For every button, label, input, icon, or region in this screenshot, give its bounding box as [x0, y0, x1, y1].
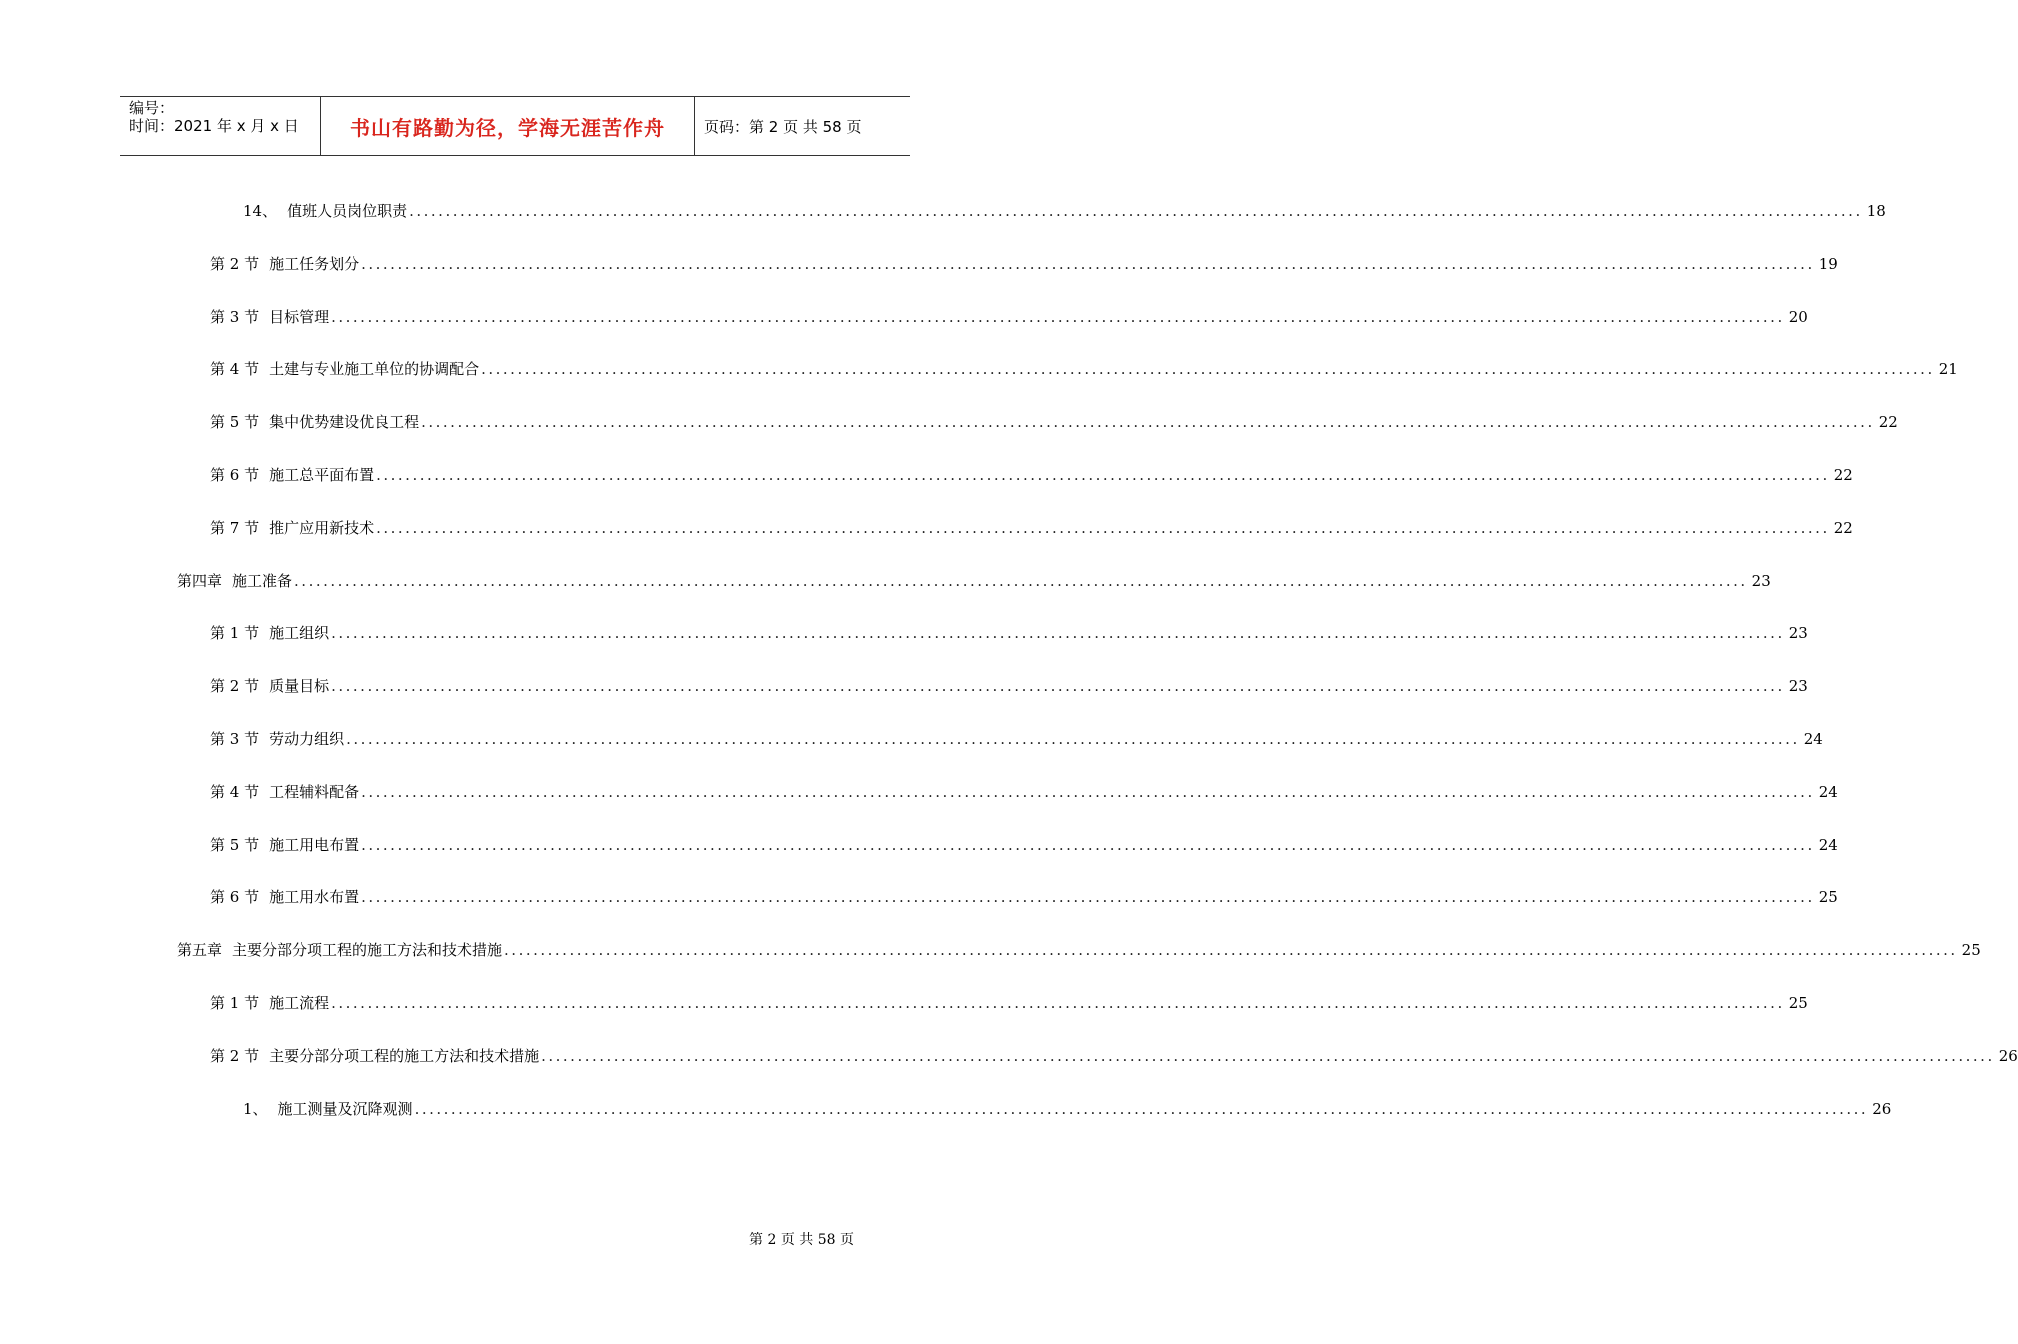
document-header: [120, 96, 910, 156]
toc-entry[interactable]: [177, 570, 1771, 594]
toc-entry[interactable]: [210, 886, 1838, 910]
toc-leader-dots: ........................................................................................................................................................................................................: [331, 624, 1785, 643]
toc-entry-title: 质量目标: [269, 677, 330, 696]
toc-entry[interactable]: [177, 939, 1981, 963]
toc-entry-number: 第 1 节: [210, 624, 260, 643]
toc-entry-page: 22: [1833, 466, 1853, 484]
toc-entry-number: 第五章: [177, 941, 223, 960]
toc-leader-dots: ........................................................................................................................................................................................................: [331, 307, 1785, 326]
toc-entry[interactable]: [210, 253, 1838, 277]
toc-leader-dots: ........................................................................................................................................................................................................: [346, 730, 1800, 748]
toc-entry-title: 主要分部分项工程的施工方法和技术措施: [232, 941, 503, 960]
toc-entry-page: 24: [1818, 782, 1838, 801]
page-code-text: 页码：第 2 页 共 58 页: [704, 117, 862, 136]
toc-entry-page: 23: [1788, 624, 1808, 643]
date-text: 时间：2021 年 x 月 x 日: [129, 117, 299, 135]
toc-entry-title: 施工用水布置: [269, 888, 360, 907]
toc-entry[interactable]: [210, 728, 1823, 752]
toc-entry[interactable]: [210, 358, 1958, 382]
toc-entry-number: 第 3 节: [210, 730, 260, 748]
toc-entry[interactable]: [243, 200, 1886, 224]
toc-entry-number: 第 3 节: [210, 307, 260, 326]
toc-entry-title: 主要分部分项工程的施工方法和技术措施: [269, 1046, 540, 1065]
toc-entry-page: 26: [1872, 1099, 1892, 1118]
toc-entry[interactable]: [210, 1045, 2018, 1069]
toc-leader-dots: ........................................................................................................................................................................................................: [361, 782, 1815, 801]
motto-text: 书山有路勤为径，学海无涯苦作舟: [350, 115, 665, 140]
toc-entry-number: 第 6 节: [210, 466, 260, 484]
toc-entry-number: 第 4 节: [210, 782, 260, 801]
toc-entry-page: 20: [1788, 307, 1808, 326]
header-info-cell: [120, 97, 321, 155]
toc-entry-number: 第 6 节: [210, 888, 260, 907]
header-page-cell: [695, 97, 910, 155]
toc-leader-dots: ........................................................................................................................................................................................................: [361, 835, 1815, 854]
toc-leader-dots: ........................................................................................................................................................................................................: [421, 413, 1875, 432]
toc-entry-title: 土建与专业施工单位的协调配合: [269, 360, 480, 379]
toc-leader-dots: ........................................................................................................................................................................................................: [331, 994, 1785, 1012]
toc-leader-dots: ........................................................................................................................................................................................................: [331, 677, 1785, 696]
toc-entry-page: 25: [1818, 888, 1838, 907]
toc-entry-number: 第 2 节: [210, 254, 260, 273]
page-footer: 第 2 页 共 58 页: [749, 1232, 854, 1248]
toc-leader-dots: ........................................................................................................................................................................................................: [361, 254, 1815, 273]
toc-entry-title: 工程辅料配备: [269, 782, 360, 801]
toc-entry[interactable]: [210, 517, 1853, 541]
toc-entry-title: 推广应用新技术: [269, 518, 375, 537]
toc-entry-number: 1、: [243, 1099, 268, 1118]
toc-entry-number: 第 5 节: [210, 835, 260, 854]
header-motto-cell: [321, 97, 695, 155]
toc-entry-page: 25: [1788, 994, 1808, 1012]
toc-entry-page: 22: [1878, 413, 1898, 432]
toc-entry[interactable]: [243, 1098, 1892, 1122]
toc-entry-title: 目标管理: [269, 307, 330, 326]
toc-entry-number: 14、: [243, 202, 278, 220]
toc-entry[interactable]: [210, 675, 1808, 699]
toc-leader-dots: ........................................................................................................................................................................................................: [376, 466, 1830, 484]
toc-entry[interactable]: [210, 781, 1838, 805]
toc-leader-dots: ........................................................................................................................................................................................................: [376, 518, 1830, 537]
toc-entry-title: 施工总平面布置: [269, 466, 375, 484]
toc-entry-title: 施工准备: [232, 571, 293, 590]
toc-leader-dots: ........................................................................................................................................................................................................: [541, 1046, 1995, 1065]
toc-entry[interactable]: [210, 411, 1898, 435]
toc-entry-page: 26: [1998, 1046, 2018, 1065]
toc-entry-title: 施工用电布置: [269, 835, 360, 854]
toc-entry-page: 18: [1866, 202, 1886, 220]
toc-leader-dots: ........................................................................................................................................................................................................: [414, 1099, 1869, 1118]
toc-entry-title: 施工测量及沉降观测: [277, 1099, 413, 1118]
toc-entry-page: 19: [1818, 254, 1838, 273]
toc-entry-number: 第 1 节: [210, 994, 260, 1012]
toc-entry-number: 第四章: [177, 571, 223, 590]
toc-leader-dots: ........................................................................................................................................................................................................: [504, 941, 1958, 960]
toc-entry-page: 25: [1961, 941, 1981, 960]
toc-leader-dots: ........................................................................................................................................................................................................: [481, 360, 1935, 379]
toc-entry-page: 23: [1751, 571, 1771, 590]
toc-entry-title: 施工任务划分: [269, 254, 360, 273]
toc-entry-title: 施工流程: [269, 994, 330, 1012]
toc-entry-title: 施工组织: [269, 624, 330, 643]
toc-leader-dots: ........................................................................................................................................................................................................: [294, 571, 1748, 590]
toc-entry[interactable]: [210, 992, 1808, 1016]
toc-entry-page: 24: [1803, 730, 1823, 748]
toc-leader-dots: ........................................................................................................................................................................................................: [409, 202, 1863, 220]
toc-entry[interactable]: [210, 834, 1838, 858]
toc-entry-page: 24: [1818, 835, 1838, 854]
toc-entry-number: 第 2 节: [210, 1046, 260, 1065]
toc-entry-page: 21: [1938, 360, 1958, 379]
toc-entry-title: 劳动力组织: [269, 730, 345, 748]
serial-number-label: 编号：: [129, 99, 175, 117]
toc-entry[interactable]: [210, 622, 1808, 646]
toc-entry-title: 集中优势建设优良工程: [269, 413, 420, 432]
toc-entry-number: 第 4 节: [210, 360, 260, 379]
toc-entry-number: 第 2 节: [210, 677, 260, 696]
toc-entry-number: 第 5 节: [210, 413, 260, 432]
toc-entry[interactable]: [210, 464, 1853, 488]
toc-entry[interactable]: [210, 306, 1808, 330]
toc-entry-title: 值班人员岗位职责: [287, 202, 408, 220]
toc-entry-number: 第 7 节: [210, 518, 260, 537]
toc-leader-dots: ........................................................................................................................................................................................................: [361, 888, 1815, 907]
toc-entry-page: 23: [1788, 677, 1808, 696]
toc-entry-page: 22: [1833, 518, 1853, 537]
